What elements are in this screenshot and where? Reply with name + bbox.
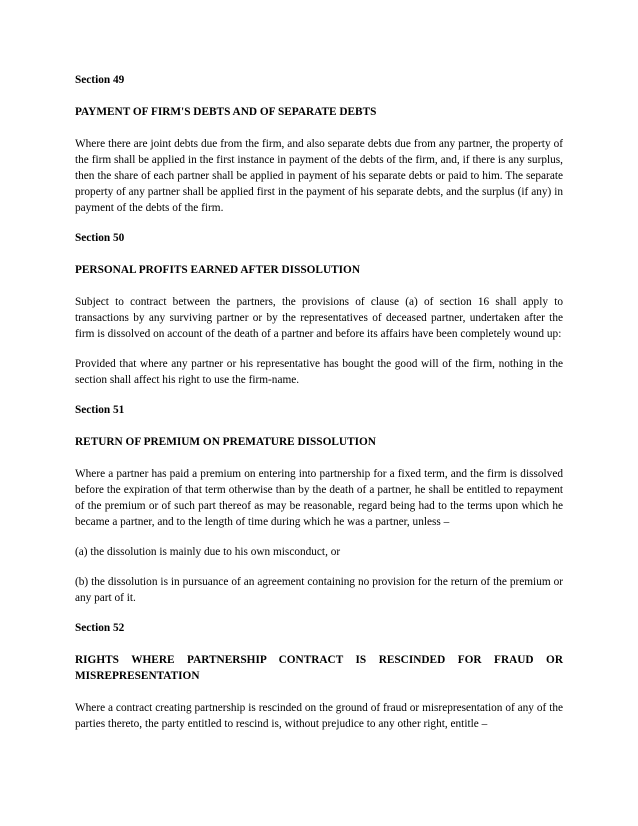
section-heading: Section 49 [75,74,125,86]
section-49 [75,72,563,216]
document-page [75,72,563,746]
section-paragraph: (a) the dissolution is mainly due to his own misconduct, or [75,546,341,558]
section-title: PAYMENT OF FIRM'S DEBTS AND OF SEPARATE DEBTS [75,106,377,118]
section-50 [75,230,563,388]
section-paragraph: (b) the dissolution is in pursuance of an agreement containing no provision for the return of the premium or any part of it. [75,576,563,604]
section-heading: Section 51 [75,404,125,416]
section-51 [75,402,563,606]
section-paragraph: Where a partner has paid a premium on entering into partnership for a fixed term, and the firm is dissolved before the expiration of that term otherwise than by the death of a partner, he shall be entitled to repayment of the premium or of such part thereof as may be reasonable, regard being had to the terms upon which he became a partner, and to the length of time during which he was a partner, unless – [75,468,563,528]
section-paragraph: Where a contract creating partnership is rescinded on the ground of fraud or misrepresentation of any of the parties thereto, the party entitled to rescind is, without prejudice to any other right, entitle – [75,702,563,730]
section-52 [75,620,563,732]
section-paragraph: Subject to contract between the partners, the provisions of clause (a) of section 16 shall apply to transactions by any surviving partner or by the representatives of deceased partner, undertaken after the firm is dissolved on account of the death of a partner and before its affairs have been completely wound up: [75,296,563,340]
section-title: PERSONAL PROFITS EARNED AFTER DISSOLUTION [75,264,360,276]
section-paragraph: Provided that where any partner or his representative has bought the good will of the firm, nothing in the section shall affect his right to use the firm-name. [75,358,563,386]
section-heading: Section 50 [75,232,125,244]
section-heading: Section 52 [75,622,125,634]
section-title: RETURN OF PREMIUM ON PREMATURE DISSOLUTION [75,436,376,448]
section-paragraph: Where there are joint debts due from the firm, and also separate debts due from any partner, the property of the firm shall be applied in the first instance in payment of the debts of the firm, and, if there is any surplus, then the share of each partner shall be applied in payment of his separate debts or paid to him. The separate property of any partner shall be applied first in the payment of his separate debts, and the surplus (if any) in payment of the debts of the firm. [75,138,563,214]
section-title: RIGHTS WHERE PARTNERSHIP CONTRACT IS RESCINDED FOR FRAUD OR MISREPRESENTATION [75,654,563,682]
